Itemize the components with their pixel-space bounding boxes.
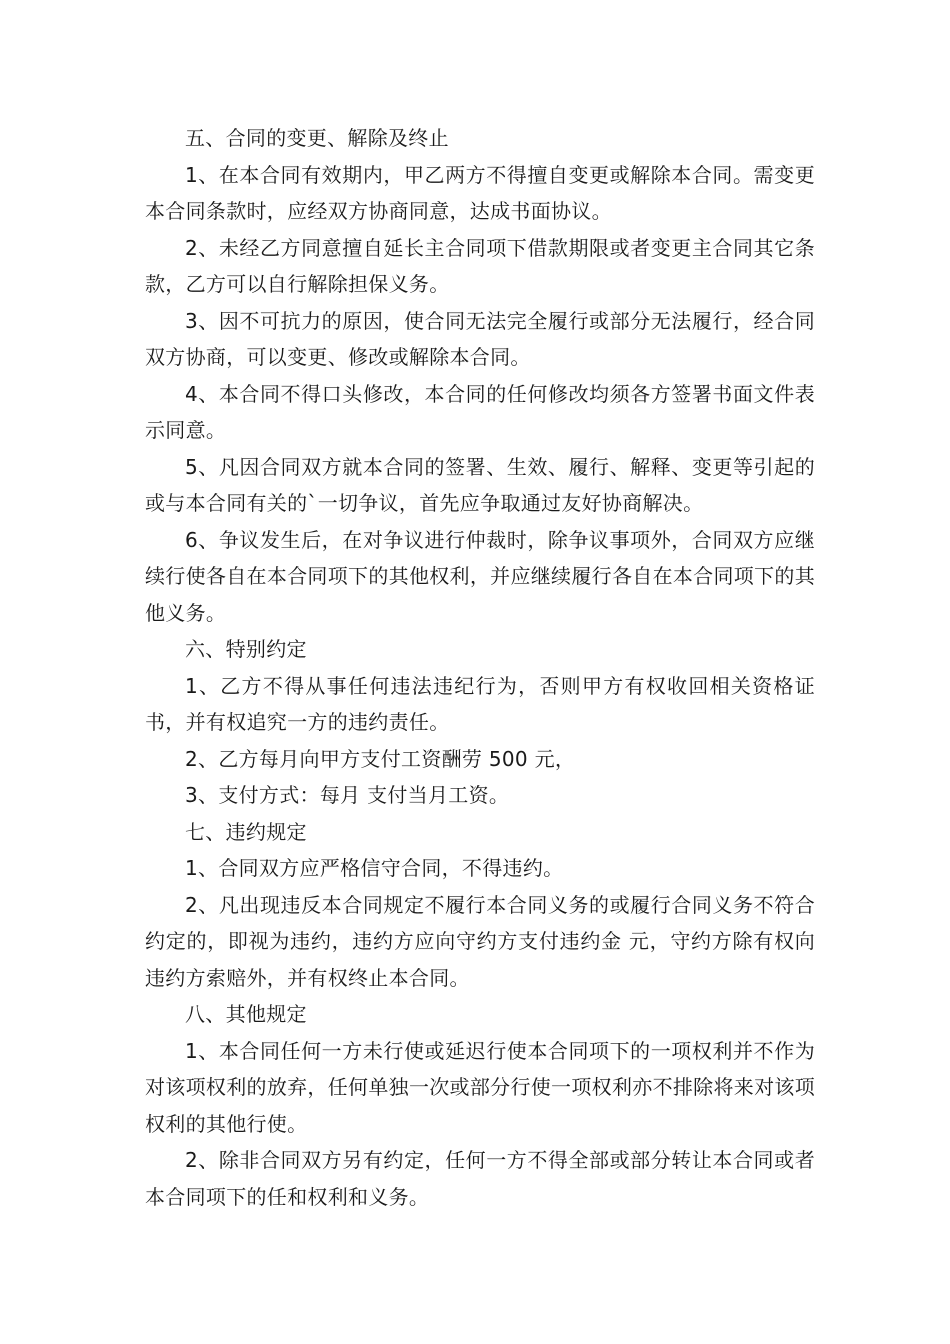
clause-7-1: 1、合同双方应严格信守合同，不得违约。	[185, 856, 564, 880]
clause-8-2: 2、除非合同双方另有约定，任何一方不得全部或部分转让本合同或者本合同项下的任和权利和义务。	[145, 1148, 815, 1209]
clause-5-4: 4、本合同不得口头修改，本合同的任何修改均须各方签署书面文件表示同意。	[145, 381, 815, 442]
clause-8-1: 1、本合同任何一方未行使或延迟行使本合同项下的一项权利并不作为对该项权利的放弃，任何单独一次或部分行使一项权利亦不排除将来对该项权利的其他行使。	[145, 1038, 815, 1136]
clause-6-3: 3、支付方式：每月 支付当月工资。	[185, 783, 510, 807]
clause-5-3: 3、因不可抗力的原因，使合同无法完全履行或部分无法履行，经合同双方协商，可以变更、修改或解除本合同。	[145, 308, 815, 369]
clause-5-6: 6、争议发生后，在对争议进行仲裁时，除争议事项外，合同双方应继续行使各自在本合同项下的其他权利，并应继续履行各自在本合同项下的其他义务。	[145, 527, 815, 625]
document-page	[145, 120, 815, 1215]
clause-5-1: 1、在本合同有效期内，甲乙两方不得擅自变更或解除本合同。需变更本合同条款时，应经双方协商同意，达成书面协议。	[145, 162, 815, 223]
section-heading-5: 五、合同的变更、解除及终止	[185, 126, 449, 150]
clause-6-2: 2、乙方每月向甲方支付工资酬劳 500 元，	[185, 746, 576, 771]
clause-7-2: 2、凡出现违反本合同规定不履行本合同义务的或履行合同义务不符合约定的，即视为违约，违约方应向守约方支付违约金 元，守约方除有权向违约方索赔外，并有权终止本合同。	[145, 892, 815, 990]
section-heading-7: 七、违约规定	[185, 819, 307, 844]
clause-6-1: 1、乙方不得从事任何违法违纪行为，否则甲方有权收回相关资格证书，并有权追究一方的违约责任。	[145, 673, 815, 734]
section-heading-8: 八、其他规定	[185, 1002, 307, 1026]
clause-5-5: 5、凡因合同双方就本合同的签署、生效、履行、解释、变更等引起的或与本合同有关的`一切争议，首先应争取通过友好协商解决。	[145, 454, 815, 515]
clause-5-2: 2、未经乙方同意擅自延长主合同项下借款期限或者变更主合同其它条款，乙方可以自行解除担保义务。	[145, 235, 815, 296]
section-heading-6: 六、特别约定	[185, 637, 307, 661]
